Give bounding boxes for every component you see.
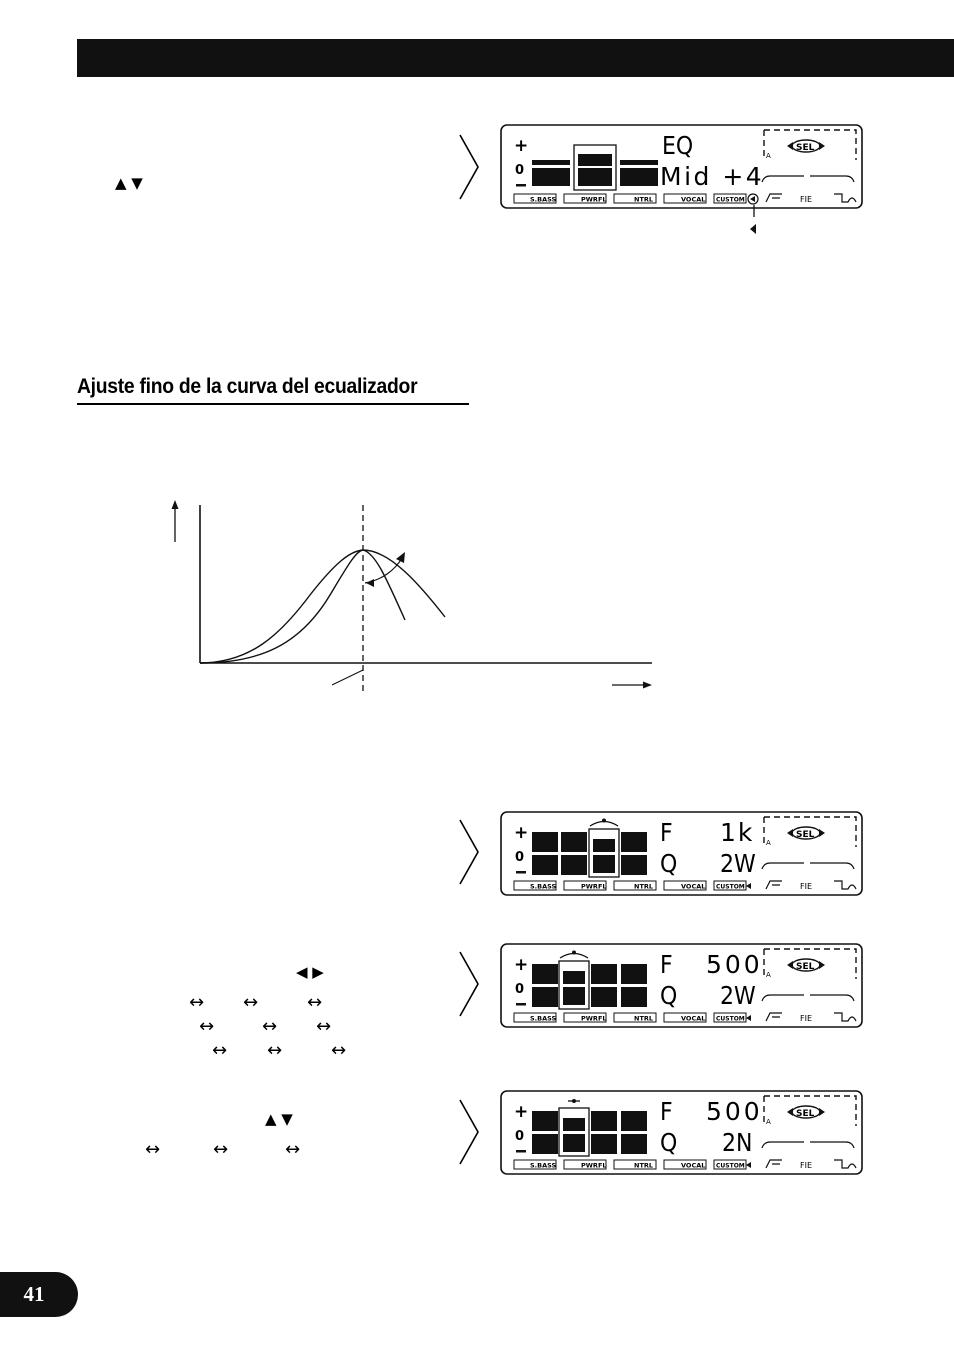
lcd-display-eq	[500, 124, 863, 208]
svg-text:2W: 2W	[720, 980, 756, 1011]
svg-text:VOCAL: VOCAL	[681, 882, 706, 891]
svg-text:0: 0	[515, 163, 525, 178]
svg-text:0: 0	[515, 982, 525, 997]
svg-text:CUSTOM: CUSTOM	[716, 196, 745, 204]
lcd-line1: EQ	[662, 130, 694, 161]
left-right-arrow-icon: ◀ ▶	[296, 963, 324, 981]
double-arrow-icon: ↔	[285, 1139, 301, 1160]
svg-text:F: F	[660, 949, 673, 980]
svg-text:FIE: FIE	[800, 1014, 813, 1023]
double-arrow-icon: ↔	[189, 992, 205, 1013]
svg-text:500: 500	[706, 1097, 763, 1126]
svg-text:2N: 2N	[722, 1127, 753, 1158]
double-arrow-icon: ↔	[307, 992, 323, 1013]
svg-text:Q: Q	[660, 980, 678, 1011]
header-bar	[77, 39, 954, 77]
svg-text:PWRFL: PWRFL	[581, 195, 607, 204]
double-arrow-icon: ↔	[212, 1040, 228, 1061]
double-arrow-icon: ↔	[331, 1040, 347, 1061]
svg-text:CUSTOM: CUSTOM	[716, 883, 745, 891]
svg-text:Q: Q	[660, 1127, 678, 1158]
svg-text:FIE: FIE	[800, 1161, 813, 1170]
svg-text:VOCAL: VOCAL	[681, 1161, 706, 1170]
svg-text:NTRL: NTRL	[634, 882, 654, 891]
svg-text:F: F	[660, 817, 673, 848]
svg-text:PWRFL: PWRFL	[581, 1161, 607, 1170]
svg-text:+: +	[514, 823, 529, 843]
svg-text:Q: Q	[660, 848, 678, 879]
svg-text:S.BASS: S.BASS	[530, 1014, 557, 1023]
svg-text:CUSTOM: CUSTOM	[716, 1162, 745, 1170]
svg-text:F: F	[660, 1096, 673, 1127]
step-chevron-icon	[458, 818, 480, 886]
svg-text:+: +	[514, 136, 529, 156]
double-arrow-icon: ↔	[267, 1040, 283, 1061]
svg-text:SEL: SEL	[796, 1109, 815, 1119]
page-number: 41	[23, 1282, 45, 1306]
svg-text:CUSTOM: CUSTOM	[716, 1015, 745, 1023]
step-chevron-icon	[458, 950, 480, 1018]
pointer-line	[748, 205, 760, 237]
svg-text:S.BASS: S.BASS	[530, 1161, 557, 1170]
lcd-display-f1k	[500, 811, 863, 895]
svg-text:A: A	[766, 839, 771, 847]
double-arrow-icon: ↔	[145, 1139, 161, 1160]
svg-text:500: 500	[706, 950, 763, 979]
svg-text:0: 0	[515, 1129, 525, 1144]
lcd-line2: Mid +4	[660, 162, 765, 191]
svg-text:VOCAL: VOCAL	[681, 1014, 706, 1023]
svg-text:A: A	[766, 152, 771, 160]
svg-text:2W: 2W	[720, 848, 756, 879]
svg-text:NTRL: NTRL	[634, 195, 654, 204]
svg-text:+: +	[514, 955, 529, 975]
svg-text:PWRFL: PWRFL	[581, 1014, 607, 1023]
step-chevron-icon	[458, 1098, 480, 1166]
lcd-display-f500-2w	[500, 943, 863, 1027]
svg-text:+: +	[514, 1102, 529, 1122]
double-arrow-icon: ↔	[213, 1139, 229, 1160]
svg-text:FIE: FIE	[800, 195, 813, 204]
section-underline	[77, 403, 469, 405]
section-title: Ajuste fino de la curva del ecualizador	[77, 375, 418, 398]
svg-text:SEL: SEL	[796, 962, 815, 972]
svg-text:SEL: SEL	[796, 830, 815, 840]
svg-text:A: A	[766, 1118, 771, 1126]
step-chevron-icon	[458, 133, 480, 201]
svg-text:A: A	[766, 971, 771, 979]
lcd-display-f500-2n	[500, 1090, 863, 1174]
svg-text:SEL: SEL	[796, 143, 815, 153]
svg-text:FIE: FIE	[800, 882, 813, 891]
svg-text:NTRL: NTRL	[634, 1014, 654, 1023]
svg-text:VOCAL: VOCAL	[681, 195, 706, 204]
svg-text:PWRFL: PWRFL	[581, 882, 607, 891]
svg-text:1k: 1k	[720, 818, 755, 847]
svg-text:S.BASS: S.BASS	[530, 882, 557, 891]
eq-curve-diagram	[160, 495, 660, 695]
double-arrow-icon: ↔	[316, 1016, 332, 1037]
svg-text:S.BASS: S.BASS	[530, 195, 557, 204]
up-down-arrow-icon: ▲ ▼	[265, 1110, 293, 1128]
double-arrow-icon: ↔	[199, 1016, 215, 1037]
svg-text:0: 0	[515, 850, 525, 865]
up-down-arrow-icon: ▲ ▼	[115, 174, 143, 192]
double-arrow-icon: ↔	[243, 992, 259, 1013]
svg-text:NTRL: NTRL	[634, 1161, 654, 1170]
double-arrow-icon: ↔	[262, 1016, 278, 1037]
